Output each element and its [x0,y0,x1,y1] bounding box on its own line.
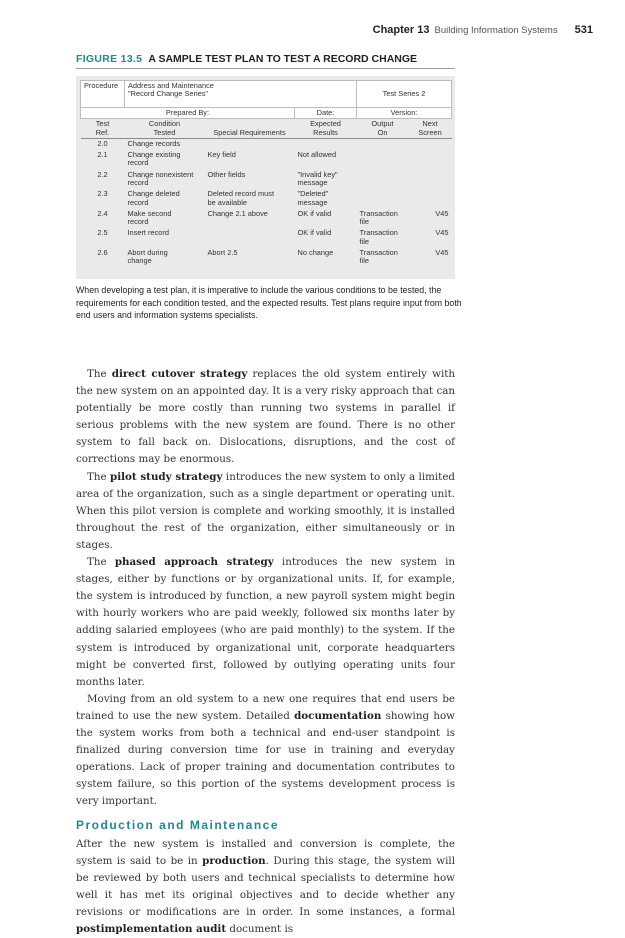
table-row [81,189,452,209]
table-cell: "Invalid key" message [297,169,338,187]
table-row [81,209,452,229]
table-cell: Change deleted record [127,189,180,207]
paragraph-pilot-study [76,469,455,554]
table-cell: Change nonexistent record [127,169,194,187]
key-term: phased approach strategy [114,556,274,569]
table-cell: 2.4 [97,208,108,218]
column-header-row [81,119,452,139]
text-run: The [87,470,111,483]
test-series: Test Series 2 [357,81,452,108]
table-row [81,228,452,248]
table-cell: 2.0 [97,138,108,148]
table-cell: Change 2.1 above [207,208,268,218]
table-cell: OK if valid [297,208,332,218]
key-term: pilot study strategy [110,470,223,483]
table-cell: Other fields [207,169,246,179]
running-header [373,24,593,36]
test-plan-body [81,138,452,267]
table-cell: Key field [207,150,236,160]
table-cell [357,189,409,209]
figure-caption-title: A SAMPLE TEST PLAN TO TEST A RECORD CHANGE [148,53,418,65]
table-cell [295,138,357,150]
table-cell [409,138,452,150]
table-cell: Change records [127,138,181,148]
table-cell: OK if valid [297,228,332,238]
text-run: The [87,556,115,569]
procedure-value: Address and Maintenance "Record Change Series" [125,81,357,108]
figure-caption: When developing a test plan, it is imperative to include the various conditions to be tested, the requirements for each condition tested, and the expected results. Test plans require input from both end users and information systems specialists. [76,285,462,320]
table-cell [409,189,452,209]
table-cell [357,170,409,190]
table-row [81,248,452,268]
paragraph-phased-approach [76,554,455,691]
table-cell: Deleted record must be available [207,189,275,207]
section-heading: Production and Maintenance [76,818,280,833]
key-term: documentation [294,709,382,722]
text-run: introduces the new system in stages, either by functions or by organizational units. If, for example, the system is introduced by function, a new payroll system might begin with hourly workers who are paid weekly, followed six months later by adding salaried employees (who are paid monthly) to the system. If the system is introduced by organizational unit, corporate headquarters might be converted first, followed by outlying operating units four months later. [76,556,455,688]
text-run: replaces the old system entirely with the new system on an appointed day. It is a very risky approach that can potentially be more costly than running two systems in parallel if serious problems with the new system are found. There is no other system to fall back on. Dislocations, disruptions, and the cost of corrections may be enormous. [76,368,456,466]
table-cell: Change existing record [127,150,181,168]
table-row [81,170,452,190]
table-cell: V45 [435,208,449,218]
version-field: Version: [357,108,452,119]
table-cell: V45 [435,247,449,257]
text-run: introduces the new system to only a limited area of the organization, such as a single department or operating unit. When this pilot version is complete and working smoothly, it is installed throughout the rest of the organization, either simultaneously or in stages. [76,470,456,551]
procedure-row [81,81,452,108]
key-term: production [202,854,266,867]
table-row [81,138,452,150]
table-row [81,150,452,170]
prepared-by-field: Prepared By: [81,108,295,119]
page-number: 531 [574,24,593,36]
table-cell [409,170,452,190]
table-cell: 2.2 [97,169,108,179]
figure-label: FIGURE 13.5 [76,53,143,65]
column-header: Condition Tested [125,119,205,139]
text-run: The [87,368,112,380]
table-cell: Transaction file [359,228,398,246]
table-cell [357,150,409,170]
text-run: After the new system is installed and conversion is complete, the system is said to be in [76,837,455,867]
key-term: direct cutover strategy [111,368,248,380]
text-run: showing how the system works from both a technical and end-user standpoint is finalized during conversion time for use in training and everyday operations. Lack of proper training and documentation contributes to system failure, so this portion of the systems development process is very important. [76,709,455,808]
figure-rule [76,68,455,69]
table-cell: 2.1 [97,150,108,160]
table-cell [357,138,409,150]
prepared-row [81,108,452,119]
text-run: Moving from an old system to a new one requires that end users be trained to use the new system. Detailed [76,692,455,722]
table-cell: 2.5 [97,228,108,238]
section-title: Building Information Systems [434,25,558,36]
table-cell: 2.3 [97,189,108,199]
table-cell [205,228,295,248]
body-text [76,366,455,938]
table-cell: Insert record [127,228,169,238]
chapter-label: Chapter 13 [372,24,430,36]
key-term: postimplementation audit [76,923,227,935]
table-cell: Make second record [127,208,172,227]
paragraph-production [76,836,455,938]
text-run: . During this stage, the system will be reviewed by both users and technical specialists to determine how well it has met its original objectives and to decide whether any revisions or modifications are in order. In some instances, a formal [76,854,456,918]
column-header: Next Screen [409,119,452,139]
column-header: Output On [357,119,409,139]
table-cell: Transaction file [359,247,398,266]
figure-title [76,53,417,65]
table-cell: Transaction file [359,208,398,227]
table-cell [409,150,452,170]
text-run: document is [226,923,294,935]
paragraph-documentation [76,691,455,811]
table-cell: Abort during change [127,247,168,266]
test-plan-table [80,80,452,268]
table-cell: No change [297,247,334,257]
table-cell: V45 [435,228,449,238]
paragraph-direct-cutover [76,366,455,469]
table-cell: Abort 2.5 [207,247,238,257]
column-header: Special Requirements [205,119,295,139]
table-cell: "Deleted" message [297,189,329,207]
table-cell: 2.6 [97,247,108,257]
column-header: Expected Results [295,119,357,139]
date-field: Date: [295,108,357,119]
table-cell: Not allowed [297,150,337,160]
procedure-label: Procedure [81,81,125,108]
table-cell [205,138,295,150]
column-header: Test Ref. [81,119,125,139]
